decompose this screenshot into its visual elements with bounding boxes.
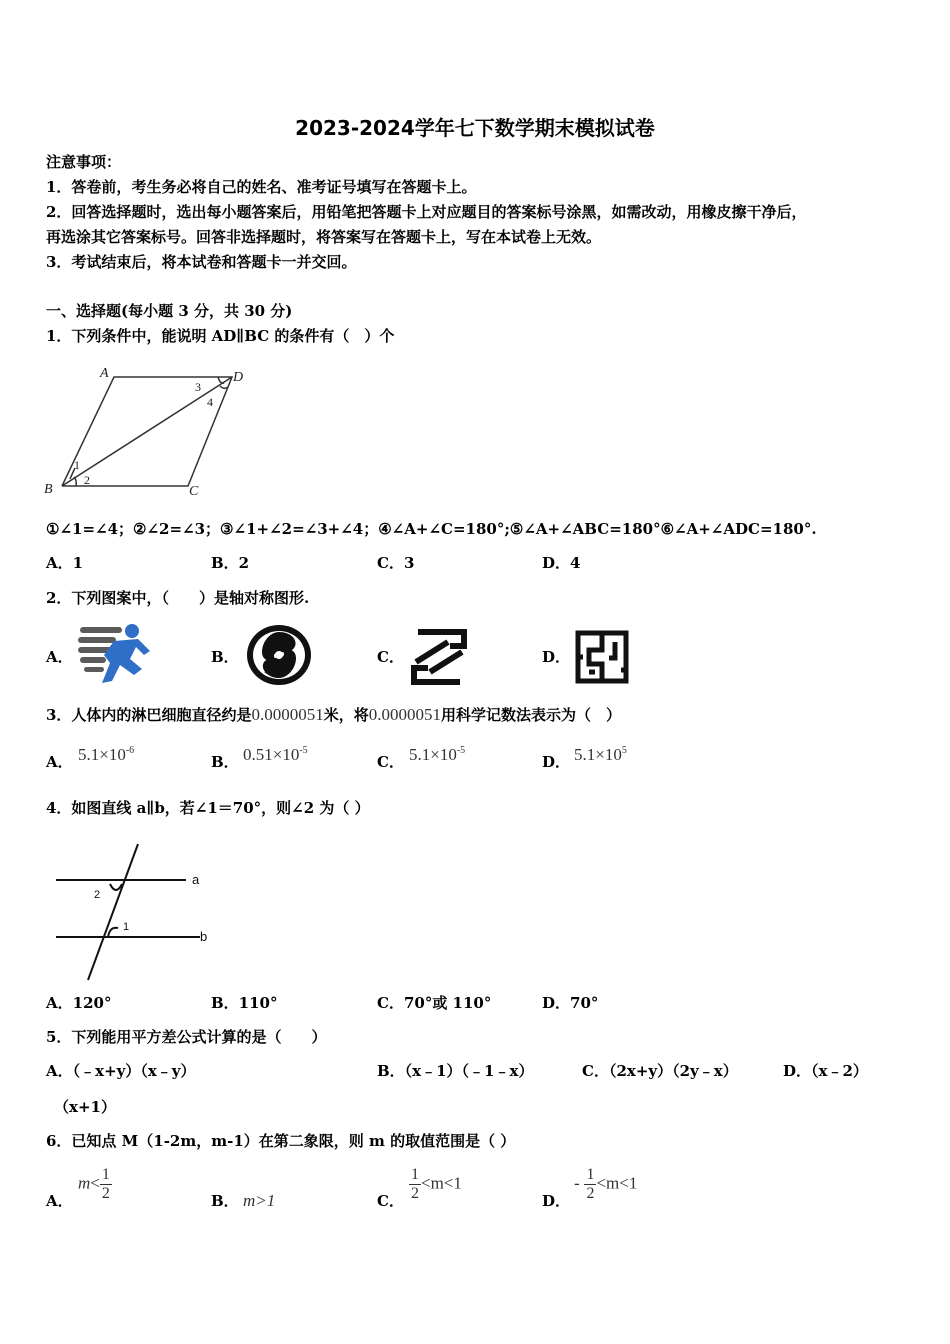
question-4-option-c[interactable]: C．70°或 110° [377, 994, 492, 1012]
question-5-stem: 5．下列能用平方差公式计算的是（ ） [46, 1028, 327, 1046]
notice-item: 3．考试结束后，将本试卷和答题卡一并交回。 [46, 253, 357, 271]
swirl-emblem-icon [244, 622, 314, 688]
question-6-option-d-value[interactable]: - $\frac{1}{2}$ <m<1 [574, 1166, 638, 1202]
angle-label-2: 2 [84, 473, 90, 487]
question-3-option-a-value[interactable]: $5.1\times 10^{-6}$ [78, 745, 135, 764]
page-title: 2023-2024学年七下数学期末模拟试卷 [295, 116, 655, 140]
question-5-option-c[interactable]: C．（2x+y）（2y﹣x） [582, 1062, 738, 1080]
angle-label-1: 1 [74, 458, 80, 472]
parallel-lines-figure [50, 840, 220, 985]
question-3-stem-part: 3．人体内的淋巴细胞直径约是 [46, 706, 252, 724]
question-3-option-b-value[interactable]: $0.51\times 10^{-5}$ [243, 745, 308, 764]
question-3-option-a-letter[interactable]: A． [46, 753, 73, 771]
label-line-a: a [192, 872, 200, 887]
transversal [88, 844, 138, 980]
question-6-option-c-letter[interactable]: C． [377, 1192, 404, 1210]
question-3-option-c-letter[interactable]: C． [377, 753, 404, 771]
label-b: B [44, 482, 53, 497]
question-3-option-d-letter[interactable]: D． [542, 753, 571, 771]
label-line-b: b [200, 929, 208, 944]
question-6-stem: 6．已知点 M（1-2m，m-1）在第二象限，则 m 的取值范围是（ ） [46, 1132, 516, 1150]
question-3-stem-part: 用科学记数法表示为（ ） [440, 706, 621, 724]
question-6-option-d-letter[interactable]: D． [542, 1192, 571, 1210]
question-2-option-a[interactable]: A． [46, 648, 73, 666]
question-5-option-a[interactable]: A．（﹣x+y）（x﹣y） [46, 1062, 196, 1080]
question-4-option-b[interactable]: B．110° [211, 994, 278, 1012]
maze-pattern-icon [575, 630, 629, 684]
question-2-option-c[interactable]: C． [377, 648, 404, 666]
question-1-option-d[interactable]: D．4 [542, 554, 581, 572]
label-d: D [233, 370, 244, 385]
runner-logo-icon [74, 619, 158, 689]
question-2-option-b[interactable]: B． [211, 648, 239, 666]
parallelogram-figure [40, 362, 260, 502]
question-1-conditions: ①∠1=∠4；②∠2=∠3；③∠1+∠2=∠3+∠4；④∠A+∠C=180°;⑤∠A+∠ABC=180°⑥∠A+∠ADC=180°. [46, 520, 817, 538]
angle-arc-4 [220, 386, 228, 388]
question-4-option-d[interactable]: D．70° [542, 994, 599, 1012]
question-3-value: 0.0000051 [368, 705, 441, 724]
question-3-option-c-value[interactable]: $5.1\times 10^{-5}$ [409, 745, 466, 764]
angle-label-4: 4 [207, 395, 213, 409]
question-6-option-b-value[interactable]: m>1 [243, 1191, 276, 1210]
question-3-stem [46, 705, 621, 725]
question-5-option-b[interactable]: B．（x﹣1）（﹣1﹣x） [377, 1062, 534, 1080]
label-c: C [189, 484, 199, 499]
angle-label-2: 2 [94, 889, 101, 901]
question-3-value: 0.0000051 [251, 705, 324, 724]
question-6-option-a-value[interactable]: m< $\frac{1}{2}$ [78, 1166, 110, 1202]
notice-item: 1．答卷前，考生务必将自己的姓名、准考证号填写在答题卡上。 [46, 178, 477, 196]
question-4-stem: 4．如图直线 a∥b，若∠1＝70°，则∠2 为（ ） [46, 799, 370, 817]
question-3-option-d-value[interactable]: $5.1\times 10^5$ [574, 745, 627, 764]
interlock-shape-icon [408, 628, 470, 686]
question-5-option-d[interactable]: D．（x﹣2） [783, 1062, 868, 1080]
question-1-stem: 1．下列条件中，能说明 AD∥BC 的条件有（ ）个 [46, 327, 395, 345]
question-1-option-c[interactable]: C．3 [377, 554, 415, 572]
question-1-option-a[interactable]: A．1 [46, 554, 84, 572]
angle-label-3: 3 [195, 380, 201, 394]
angle-label-1: 1 [123, 921, 130, 933]
section-heading: 一、选择题(每小题 3 分，共 30 分) [46, 302, 293, 320]
angle-arc-2 [74, 477, 76, 486]
angle-arc-1 [108, 928, 118, 937]
question-2-stem: 2．下列图案中，（ ）是轴对称图形. [46, 589, 310, 607]
question-6-option-b-letter[interactable]: B． [211, 1192, 239, 1210]
angle-arc-2 [110, 884, 122, 890]
question-3-option-b-letter[interactable]: B． [211, 753, 239, 771]
notice-item: 再选涂其它答案标号。回答非选择题时，将答案写在答题卡上，写在本试卷上无效。 [46, 228, 602, 246]
question-1-option-b[interactable]: B．2 [211, 554, 250, 572]
question-6-option-a-letter[interactable]: A． [46, 1192, 73, 1210]
label-a: A [100, 366, 109, 381]
question-6-option-c-value[interactable]: $\frac{1}{2}$ <m<1 [411, 1166, 462, 1202]
question-3-stem-part: 米，将 [323, 706, 369, 724]
notice-heading: 注意事项： [46, 153, 122, 171]
question-5-option-d-cont[interactable]: （x+1） [54, 1098, 116, 1116]
question-2-option-d[interactable]: D． [542, 648, 571, 666]
notice-item: 2．回答选择题时，选出每小题答案后，用铅笔把答题卡上对应题目的答案标号涂黑，如需改动，用橡皮擦干净后， [46, 203, 807, 221]
question-4-option-a[interactable]: A．120° [46, 994, 112, 1012]
